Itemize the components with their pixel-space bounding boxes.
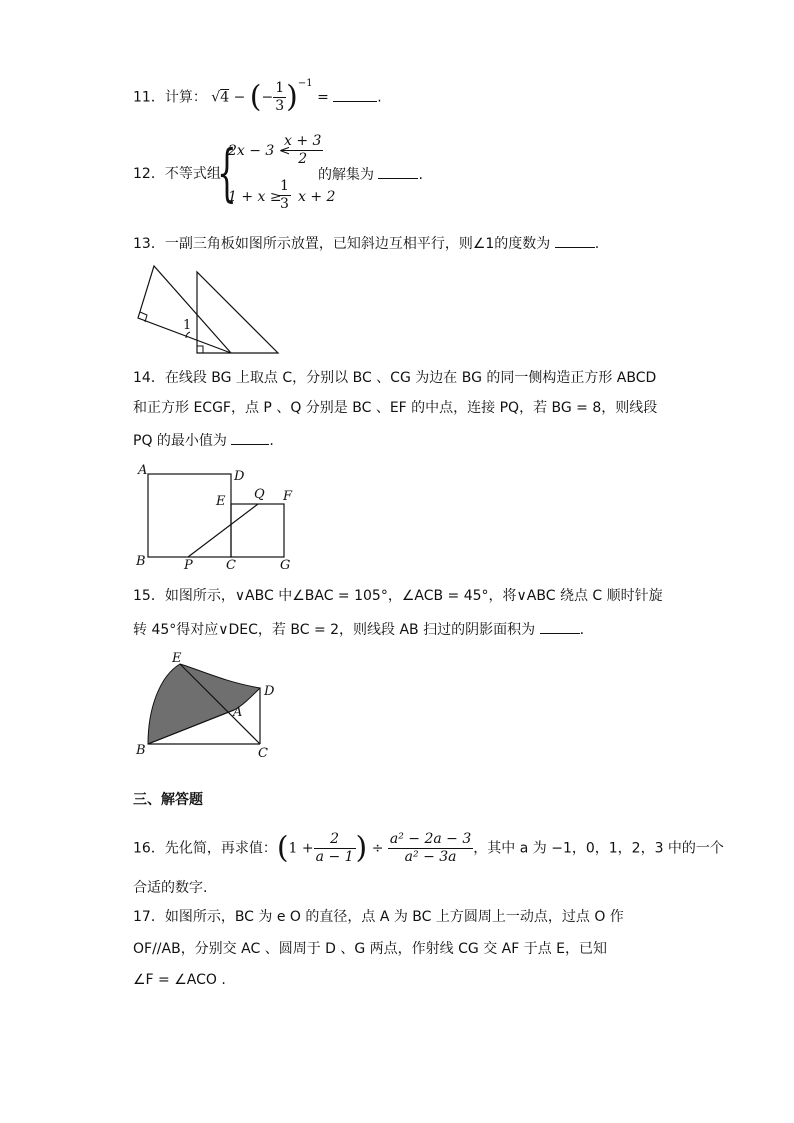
q12-line1-fraction: $\frac{x + 3}{2}$ xyxy=(284,133,322,167)
q14-label-g: G xyxy=(280,558,291,572)
q16-fraction-2: $\frac{\text{a² − 2a − 3}}{\text{a² − 3a}}$ xyxy=(389,831,472,865)
q16-left-paren: ( xyxy=(276,830,289,866)
q14-segment-pq xyxy=(188,504,258,557)
q15-label-c: C xyxy=(258,746,268,761)
q11-left-paren: ( xyxy=(249,79,262,115)
q14-label-p: P xyxy=(184,558,193,572)
q16-one-plus: 1 + xyxy=(288,840,314,857)
q13-right-triangle xyxy=(197,272,278,353)
q14-label-a: A xyxy=(138,463,148,478)
q13-right-angle-mark-right xyxy=(197,346,203,353)
q11-exponent: −1 xyxy=(297,77,313,89)
q16-suffix: ，其中 a 为 −1，0，1，2，3 中的一个 xyxy=(473,840,724,857)
q11-sqrt: √4 xyxy=(211,89,230,106)
q11-inner-sign: − xyxy=(261,89,274,106)
q16-fraction-1: $\frac{2}{a - 1}$ xyxy=(315,831,354,865)
q13 xyxy=(133,233,599,254)
q11-number: 11．计算： xyxy=(133,89,207,106)
q12-line2-right: x + 2 xyxy=(298,189,336,205)
q15-answer-blank[interactable] xyxy=(540,619,580,634)
q14-answer-blank[interactable] xyxy=(231,430,269,445)
q15-end: . xyxy=(579,622,585,638)
q15-label-d: D xyxy=(264,684,275,699)
q11-right-paren: ) xyxy=(286,79,298,115)
q12-line2-fraction: $\frac{1}{3}$ xyxy=(280,178,289,212)
q15-line2: 转 45°得对应∨DEC，若 BC = 2，则线段 AB 扫过的阴影面积为 xyxy=(133,622,536,638)
q14-line1: 14．在线段 BG 上取点 C，分别以 BC 、CG 为边在 BG 的同一侧构造正方形 ABCD xyxy=(133,370,657,386)
q13-answer-blank[interactable] xyxy=(555,233,595,248)
q14-line3: PQ 的最小值为 xyxy=(133,433,227,449)
q11-end: . xyxy=(377,89,382,106)
q11-answer-blank[interactable] xyxy=(333,87,377,102)
q15-line1: 15．如图所示，∨ABC 中∠BAC = 105°，∠ACB = 45°，将∨ABC 绕点 C 顺时针旋 xyxy=(133,588,663,604)
q17-line1: 17．如图所示，BC 为 e O 的直径，点 A 为 BC 上方圆周上一动点，过点 O 作 xyxy=(133,909,624,925)
q17-line2: OF//AB，分别交 AC 、圆周于 D 、G 两点，作射线 CG 交 AF 于点 E，已知 xyxy=(133,941,608,957)
q15-label-b: B xyxy=(136,743,146,758)
q14-line2: 和正方形 ECGF，点 P 、Q 分别是 BC 、EF 的中点，连接 PQ，若 BG = 8，则线段 xyxy=(133,400,658,416)
q14-square-ecgf xyxy=(231,504,284,557)
q16-prefix: 16．先化简，再求值： xyxy=(133,840,277,857)
q12-line1-left: 2x − 3 < xyxy=(228,143,291,159)
q14-square-abcd xyxy=(148,474,231,557)
q16-divide: ÷ xyxy=(371,840,384,857)
q11-equals: = xyxy=(317,89,329,106)
q15-shaded-region xyxy=(148,664,260,744)
q14-label-b: B xyxy=(136,554,146,569)
q14-label-d: D xyxy=(234,469,245,484)
q15-label-a: A xyxy=(233,705,243,720)
q12-brace: { xyxy=(217,136,237,209)
section-heading: 三、解答题 xyxy=(133,792,203,808)
q14-end: . xyxy=(269,433,274,449)
q14-label-e: E xyxy=(216,494,226,509)
q16-line2: 合适的数字. xyxy=(133,880,208,896)
q12-prefix: 12．不等式组 xyxy=(133,166,221,182)
q14-label-q: Q xyxy=(254,487,265,502)
q14-figure xyxy=(130,462,305,572)
q13-figure xyxy=(130,262,290,358)
q11-minus: − xyxy=(233,89,246,106)
q13-angle-label: 1 xyxy=(183,318,192,333)
q13-left-triangle xyxy=(138,266,231,353)
q17-line3: ∠F = ∠ACO . xyxy=(133,972,226,988)
q12-end: . xyxy=(418,167,423,183)
q11-fraction: $\frac{1}{3}$ xyxy=(275,80,285,114)
q12-line2-left: 1 + x ≥ xyxy=(228,189,282,205)
q13-text: 13．一副三角板如图所示放置，已知斜边互相平行，则∠1的度数为 xyxy=(133,236,551,252)
q12-answer-blank[interactable] xyxy=(378,164,418,179)
q13-end: . xyxy=(594,236,600,252)
q11 xyxy=(133,77,382,115)
q14-label-f: F xyxy=(283,489,293,504)
q15-figure xyxy=(130,648,290,763)
q16-right-paren: ) xyxy=(355,830,368,866)
q14-label-c: C xyxy=(226,558,236,572)
q15-label-e: E xyxy=(172,651,182,666)
q12-suffix: 的解集为 xyxy=(318,167,374,183)
